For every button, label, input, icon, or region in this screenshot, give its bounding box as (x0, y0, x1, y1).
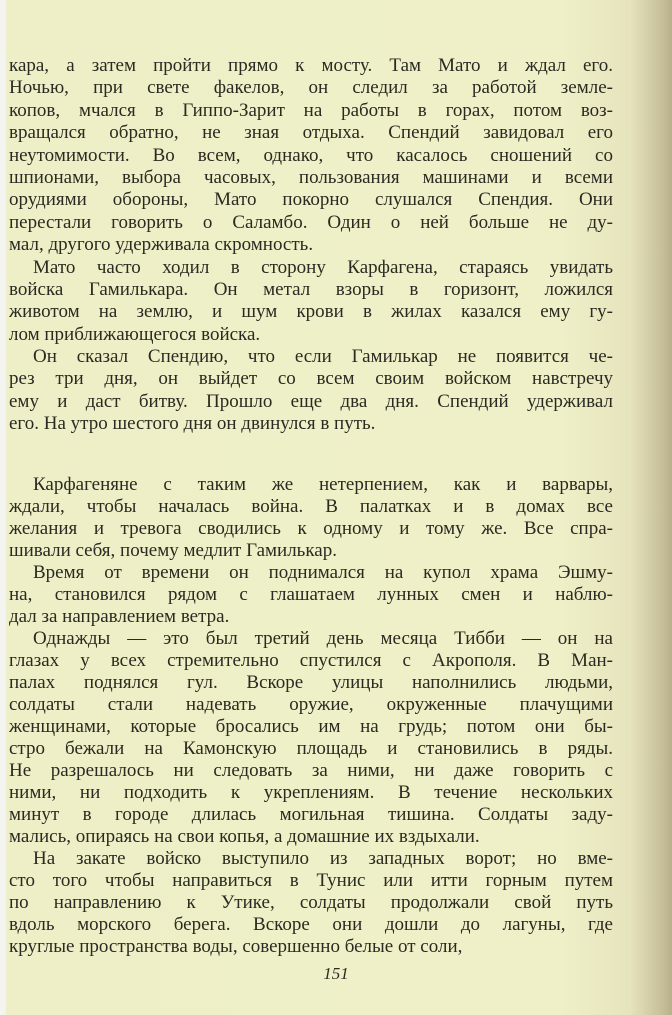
text-line: животом на землю, и шум крови в жилах казался ему гу- (9, 301, 613, 323)
text-line: его. На утро шестого дня он двинулся в путь. (9, 413, 376, 435)
text-line: круглые пространства воды, совершенно белые от соли, (9, 936, 463, 957)
paragraph (9, 848, 613, 958)
paragraph (9, 346, 613, 436)
text-line: женщинами, которые бросались им на грудь; потом они бы- (9, 716, 613, 737)
text-line: неутомимости. Во всем, однако, что касалось сношений со (9, 144, 613, 166)
text-line: Не разрешалось ни следовать за ними, ни даже говорить с (9, 760, 613, 781)
text-line: ними, ни подходить к укреплениям. В течение нескольких (9, 782, 613, 803)
text-line: ему и даст битву. Прошло еще два дня. Спендий удерживал (9, 390, 613, 412)
text-line: дал за направлением ветра. (9, 606, 230, 627)
text-line: ждали, чтобы началась война. В палатках и в домах все (9, 496, 613, 517)
text-block-top (9, 55, 613, 436)
text-line: кара, а затем пройти прямо к мосту. Там Мато и ждал его. (9, 55, 613, 76)
text-line: палах поднялся гул. Вскоре улицы наполнились людьми, (9, 672, 613, 693)
text-line: глазах у всех стремительно спустился с Акрополя. В Ман- (9, 650, 613, 671)
text-line: стро бежали на Камонскую площадь и становились в ряды. (9, 738, 613, 759)
text-line: Ночью, при свете факелов, он следил за работой земле- (9, 77, 613, 99)
text-line: перестали говорить о Саламбо. Один о ней больше не ду- (9, 211, 613, 233)
text-line: рез три дня, он выйдет со всем своим войском навстречу (9, 368, 613, 390)
text-line: орудиями обороны, Мато покорно слушался Спендия. Они (9, 189, 613, 211)
text-line: Он сказал Спендию, что если Гамилькар не появится че- (33, 346, 613, 368)
paragraph (9, 628, 613, 848)
text-line: желания и тревога сводились к одному и тому же. Все спра- (9, 518, 613, 539)
text-line: сто того чтобы направиться в Тунис или итти горным путем (9, 870, 613, 891)
text-line: мал, другого удерживала скромность. (9, 234, 314, 256)
text-line: войска Гамилькара. Он метал взоры в горизонт, ложился (9, 278, 613, 300)
paragraph (9, 562, 613, 628)
text-line: Время от времени он поднимался на купол храма Эшму- (33, 562, 613, 583)
text-line: Мато часто ходил в сторону Карфагена, стараясь увидать (33, 256, 613, 278)
text-line: Однажды — это был третий день месяца Тибби — он на (33, 628, 613, 649)
text-line: копов, мчался в Гиппо-Зарит на работы в горах, потом воз- (9, 99, 613, 121)
text-line: минут в городе длилась могильная тишина. Солдаты заду- (9, 804, 613, 825)
text-line: лом приближающегося войска. (9, 323, 261, 345)
text-line: шпионами, выбора часовых, пользования машинами и всеми (9, 166, 613, 188)
text-line: на, становился рядом с глашатаем лунных смен и наблю- (9, 584, 613, 605)
text-line: шивали себя, почему медлит Гамилькар. (9, 540, 337, 561)
text-block-bottom (9, 474, 613, 958)
text-line: солдаты стали надевать оружие, окруженные плачущими (9, 694, 613, 715)
text-line: На закате войско выступило из западных ворот; но вме- (33, 848, 613, 869)
paragraph (9, 257, 613, 347)
paragraph (9, 55, 613, 257)
text-line: мались, опираясь на свои копья, а домашние их вздыхали. (9, 826, 480, 847)
text-line: вдоль морского берега. Вскоре они дошли до лагуны, где (9, 914, 613, 935)
text-line: вращался обратно, не зная отдыха. Спендий завидовал его (9, 122, 613, 144)
text-line: Карфагеняне с таким же нетерпением, как и варвары, (33, 474, 613, 495)
page-number: 151 (323, 964, 349, 983)
text-line: по направлению к Утике, солдаты продолжали свой путь (9, 892, 613, 913)
paragraph (9, 474, 613, 562)
